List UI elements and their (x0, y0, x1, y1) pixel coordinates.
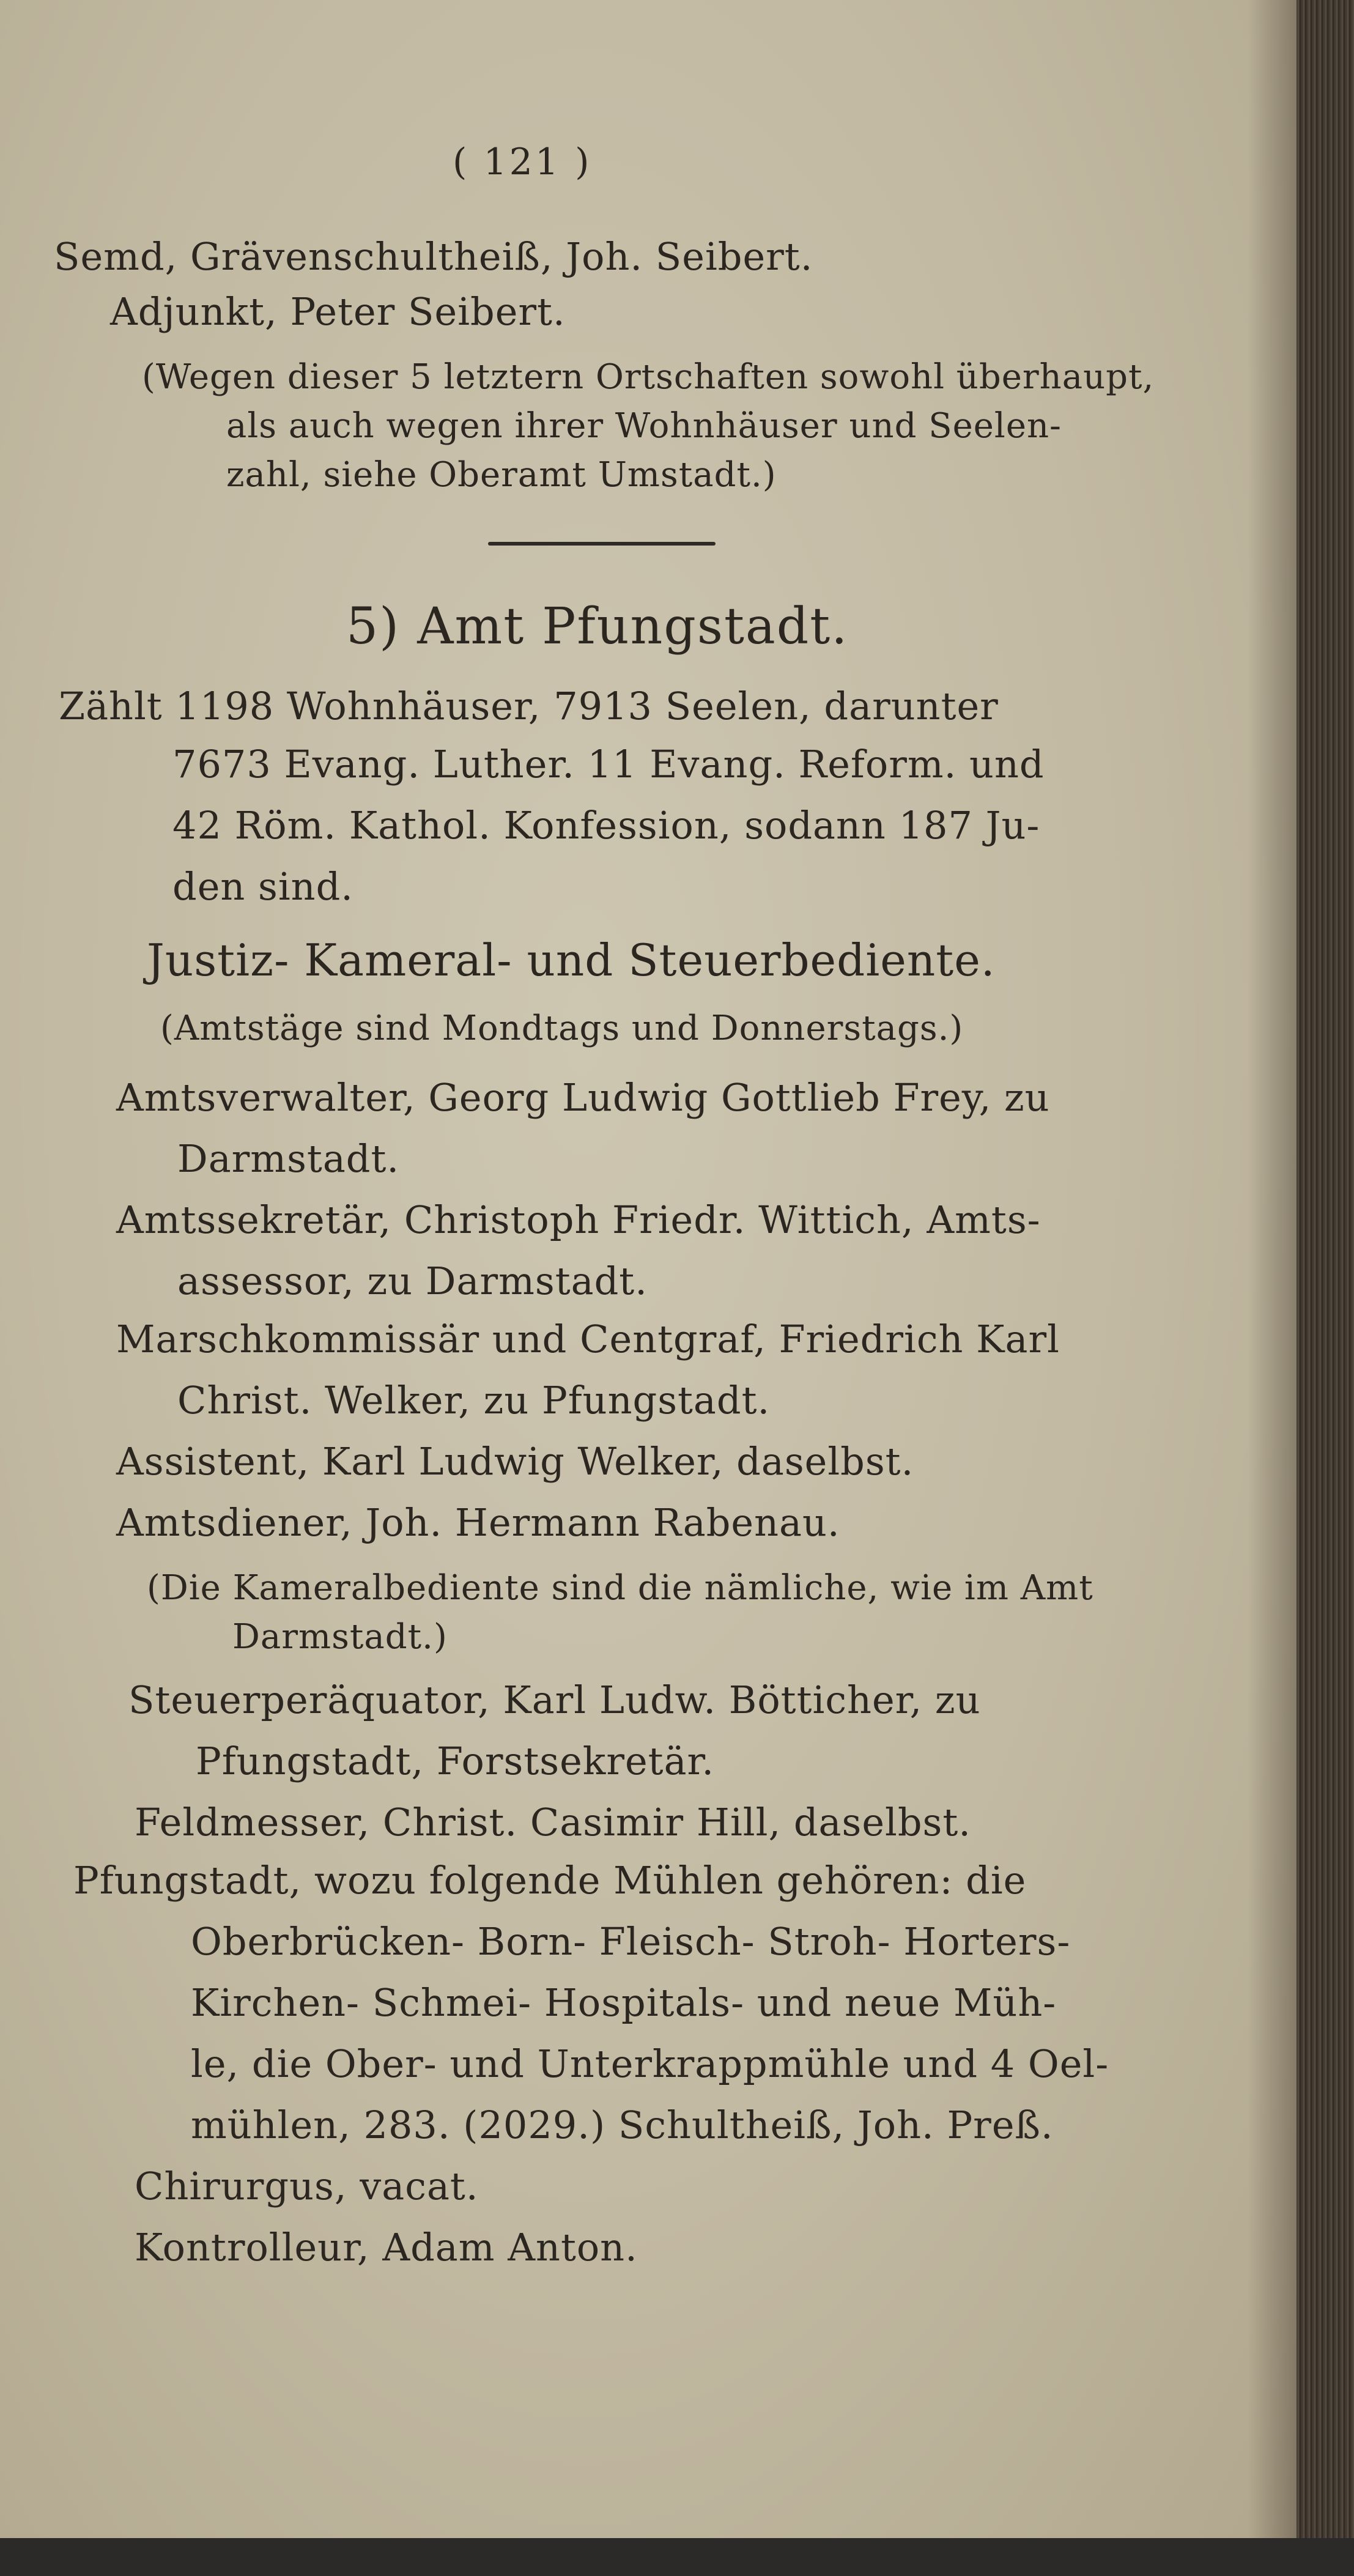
text-line: Oberbrücken- Born- Fleisch- Stroh- Horters- (191, 1919, 1071, 1964)
text-line: Amtsverwalter, Georg Ludwig Gottlieb Frey, zu (116, 1075, 1050, 1120)
note-line: (Amtstäge sind Mondtags und Donnerstags.) (160, 1009, 964, 1048)
note-line: (Die Kameralbediente sind die nämliche, wie im Amt (147, 1568, 1093, 1608)
text-line: Kirchen- Schmei- Hospitals- und neue Müh- (191, 1980, 1057, 2025)
section-heading: 5) Amt Pfungstadt. (346, 598, 849, 656)
text-line: Christ. Welker, zu Pfungstadt. (177, 1378, 771, 1423)
note-line: zahl, siehe Oberamt Umstadt.) (226, 455, 777, 495)
text-line: Chirurgus, vacat. (135, 2164, 479, 2208)
text-line: Darmstadt. (177, 1136, 400, 1181)
text-line: den sind. (172, 864, 353, 909)
text-line: Assistent, Karl Ludwig Welker, daselbst. (116, 1439, 914, 1484)
section-rule (488, 542, 716, 546)
text-line: Zählt 1198 Wohnhäuser, 7913 Seelen, darunter (59, 684, 999, 728)
subsection-heading: Justiz- Kameral- und Steuerbediente. (147, 935, 996, 986)
text-line: Marschkommissär und Centgraf, Friedrich Karl (116, 1317, 1060, 1361)
text-line: Pfungstadt, wozu folgende Mühlen gehören: die (73, 1858, 1027, 1903)
text-line: Amtssekretär, Christoph Friedr. Wittich, Amts- (116, 1197, 1041, 1242)
note-line: (Wegen dieser 5 letztern Ortschaften sowohl überhaupt, (142, 357, 1155, 397)
text-line: 7673 Evang. Luther. 11 Evang. Reform. und (172, 742, 1045, 786)
text-line: Steuerperäquator, Karl Ludw. Bötticher, zu (128, 1678, 981, 1722)
note-line: Darmstadt.) (232, 1617, 448, 1657)
page-number: ( 121 ) (453, 141, 592, 183)
text-line: Pfungstadt, Forstsekretär. (196, 1739, 715, 1783)
text-line: mühlen, 283. (2029.) Schultheiß, Joh. Preß. (191, 2103, 1054, 2147)
scan-bottom-border (0, 2538, 1354, 2576)
note-line: als auch wegen ihrer Wohnhäuser und Seelen- (226, 406, 1062, 446)
text-line: Kontrolleur, Adam Anton. (135, 2225, 638, 2270)
text-line: assessor, zu Darmstadt. (177, 1259, 648, 1303)
text-line: Adjunkt, Peter Seibert. (110, 289, 566, 334)
text-line: Feldmesser, Christ. Casimir Hill, daselbst. (135, 1800, 971, 1845)
book-fore-edge (1297, 0, 1354, 2576)
text-line: Semd, Grävenschultheiß, Joh. Seibert. (54, 234, 813, 279)
page-edge-shadow (1248, 0, 1297, 2576)
text-line: le, die Ober- und Unterkrappmühle und 4 Oel- (191, 2041, 1109, 2086)
text-line: 42 Röm. Kathol. Konfession, sodann 187 Ju- (172, 803, 1040, 848)
text-line: Amtsdiener, Joh. Hermann Rabenau. (116, 1500, 840, 1545)
